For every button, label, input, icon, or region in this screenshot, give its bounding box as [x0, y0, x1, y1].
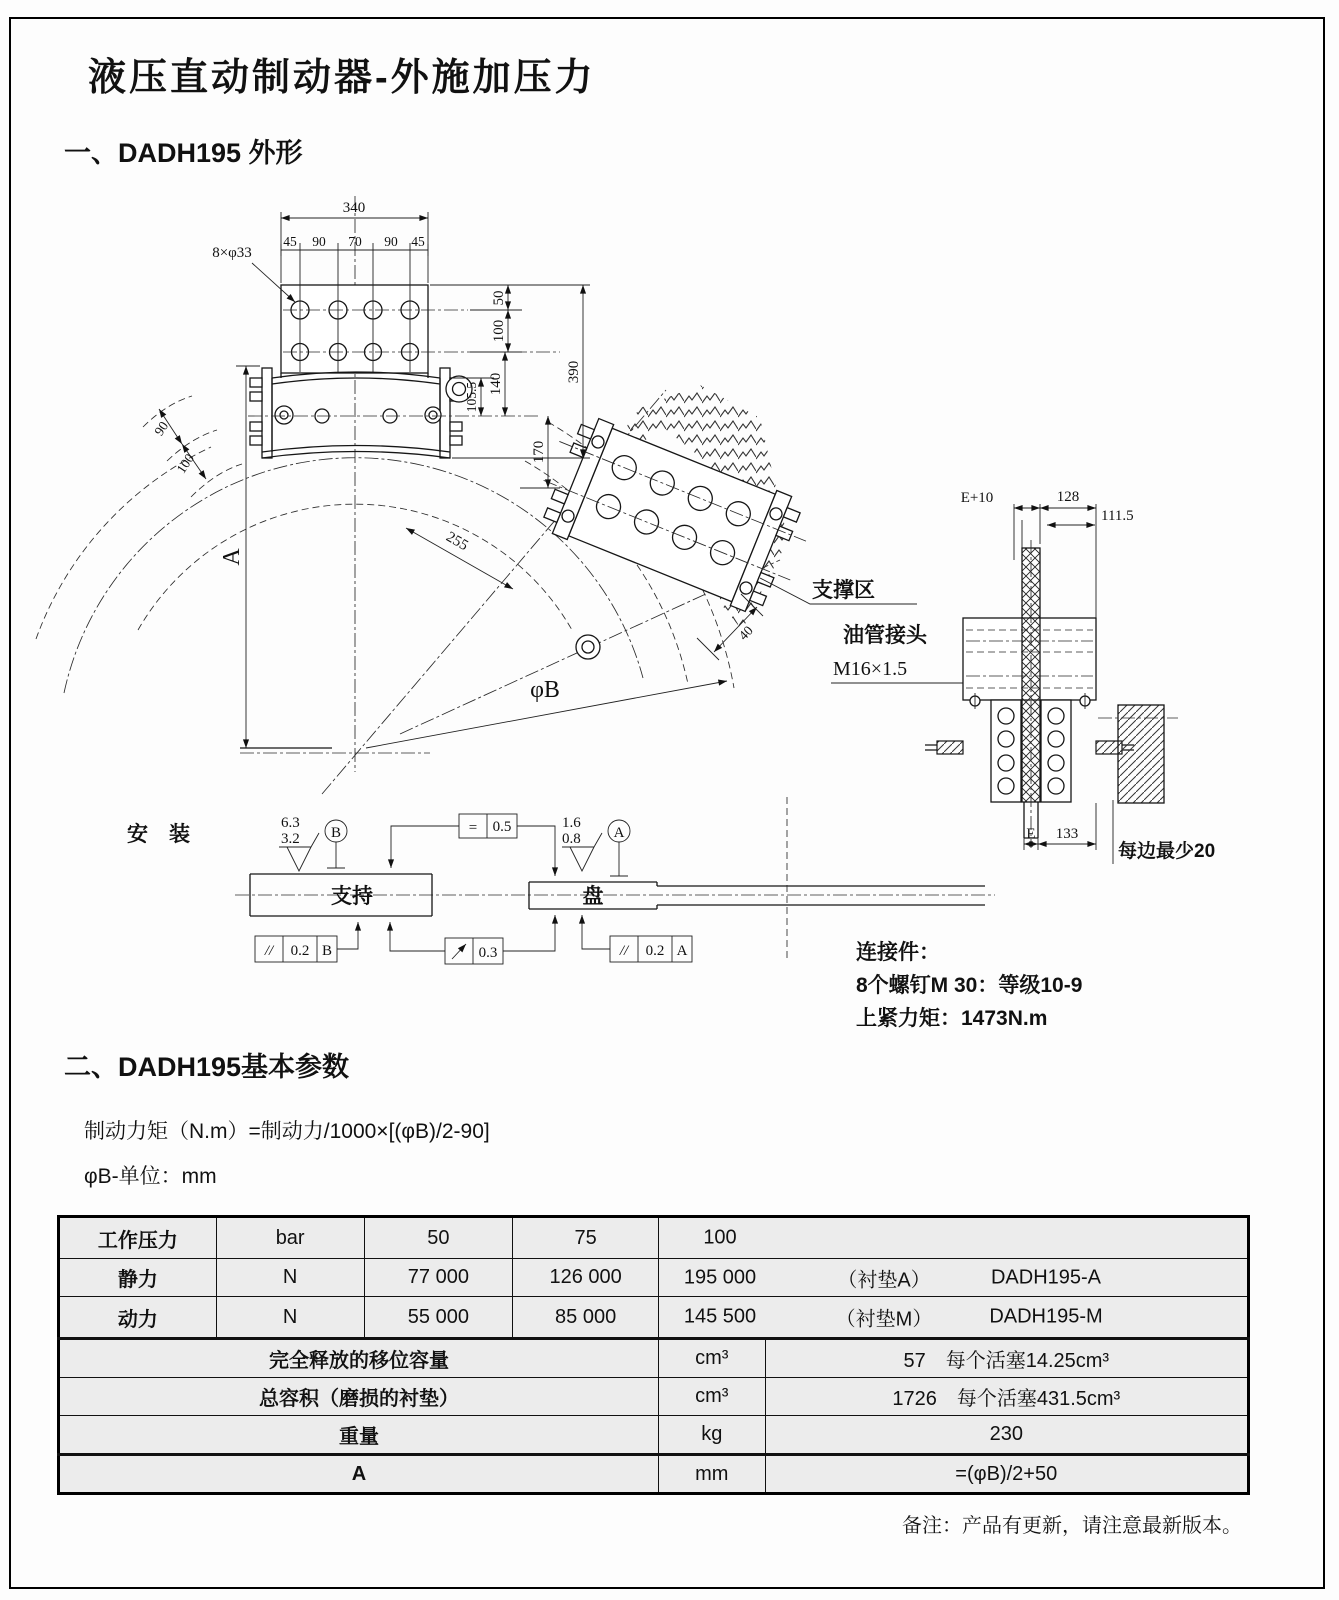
- unit-cell: N: [216, 1297, 364, 1339]
- connection-notes: [856, 936, 1082, 1035]
- row-label: 静力: [59, 1259, 217, 1297]
- table-row-pressure: [59, 1217, 1249, 1259]
- side-view: [925, 540, 1178, 848]
- install-label: 安 装: [127, 823, 190, 846]
- roughness-1-6: 1.6: [562, 815, 581, 831]
- unit-cell: cm³: [659, 1339, 766, 1378]
- roughness-3-2: 3.2: [281, 831, 300, 847]
- dim-45-right: 45: [411, 234, 425, 249]
- unit-cell: N: [216, 1259, 364, 1297]
- static-50: 77 000: [364, 1259, 513, 1297]
- dimension-a-value: =(φB)/2+50: [765, 1455, 1248, 1494]
- oil-joint-thread: M16×1.5: [833, 658, 908, 680]
- pad-type-a: （衬垫A）: [837, 1269, 931, 1291]
- parallel1-symbol: //: [264, 943, 274, 959]
- dim-phi-b: φB: [530, 677, 560, 703]
- disc-label: 盘: [582, 885, 604, 908]
- section1-heading: 一、DADH195 外形: [64, 138, 303, 168]
- formula-unit: φB-单位：mm: [84, 1165, 217, 1188]
- row-label: 总容积（磨损的衬垫）: [59, 1378, 659, 1416]
- value-100bar-cell: [659, 1217, 1249, 1259]
- static-100-cell: [659, 1259, 1249, 1297]
- shaft-support-label: 支持: [331, 885, 373, 908]
- section2-heading: 二、DADH195基本参数: [64, 1052, 350, 1082]
- symmetry-symbol: =: [468, 820, 478, 836]
- table-row-static-force: [59, 1259, 1249, 1297]
- dim-111-5: 111.5: [1101, 508, 1134, 524]
- pad-type-m: （衬垫M）: [835, 1308, 933, 1331]
- page-title: 液压直动制动器-外施加压力: [88, 57, 596, 99]
- dim-105-5: 105.5: [464, 381, 479, 413]
- row-label: 动力: [59, 1297, 217, 1339]
- dim-50: 50: [491, 290, 507, 306]
- dim-radial-100: 100: [173, 450, 198, 477]
- dim-70: 70: [348, 234, 362, 249]
- table-row-dynamic-force: [59, 1297, 1249, 1339]
- front-view-caliper: [248, 243, 560, 458]
- dim-40: 40: [735, 622, 756, 643]
- dynamic-100: 145 500: [683, 1305, 757, 1328]
- table-row-total-volume: [59, 1378, 1249, 1416]
- parameters-table: [57, 1215, 1250, 1495]
- unit-cell: kg: [659, 1416, 766, 1455]
- value-75bar: 75: [513, 1217, 659, 1259]
- connection-title: 连接件：: [856, 941, 940, 964]
- dim-e: E: [1026, 826, 1036, 842]
- dim-100: 100: [491, 319, 507, 343]
- parallel2-symbol: //: [619, 943, 629, 959]
- roughness-0-8: 0.8: [562, 831, 581, 847]
- table-row-displacement: [59, 1339, 1249, 1378]
- rotated-caliper: [526, 408, 819, 623]
- table-row-dimension-a: [59, 1455, 1249, 1494]
- dim-128: 128: [1056, 489, 1080, 505]
- dim-45-left: 45: [283, 234, 297, 249]
- dim-390: 390: [566, 360, 582, 384]
- rotated-caliper-eye: [576, 635, 600, 659]
- dim-radial-90: 90: [151, 418, 172, 439]
- table-row-weight: [59, 1416, 1249, 1455]
- dim-255: 255: [443, 528, 471, 555]
- volume-value: 1726 每个活塞431.5cm³: [765, 1378, 1248, 1416]
- dim-90-right: 90: [384, 234, 398, 249]
- row-label: 重量: [59, 1416, 659, 1455]
- roughness-6-3: 6.3: [281, 815, 300, 831]
- row-label: 完全释放的移位容量: [59, 1339, 659, 1378]
- dynamic-75: 85 000: [513, 1297, 659, 1339]
- dynamic-100-cell: [659, 1297, 1249, 1339]
- support-area-label: 支撑区: [812, 579, 875, 602]
- dim-133: 133: [1055, 826, 1079, 842]
- unit-cell: bar: [216, 1217, 364, 1259]
- parallel1-value: 0.2: [290, 943, 310, 959]
- model-a: DADH195-A: [990, 1266, 1102, 1288]
- holes-callout: 8×φ33: [212, 245, 252, 261]
- unit-cell: cm³: [659, 1378, 766, 1416]
- parallel1-datum: B: [321, 943, 333, 959]
- unit-cell: mm: [659, 1455, 766, 1494]
- dim-e-plus-10: E+10: [960, 490, 994, 506]
- static-100: 195 000: [683, 1266, 757, 1288]
- oil-joint-label: 油管接头: [843, 624, 927, 647]
- static-75: 126 000: [513, 1259, 659, 1297]
- datum-a-symbol: A: [613, 825, 625, 841]
- parallel2-value: 0.2: [645, 943, 665, 959]
- dim-340: 340: [342, 200, 366, 216]
- runout-value: 0.3: [478, 945, 498, 961]
- symmetry-value: 0.5: [492, 819, 512, 835]
- displacement-value: 57 每个活塞14.25cm³: [765, 1339, 1248, 1378]
- dynamic-50: 55 000: [364, 1297, 513, 1339]
- connection-bolts: 8个螺钉M 30：等级10-9: [856, 974, 1083, 997]
- row-label: A: [59, 1455, 659, 1494]
- min-edge-label: 每边最少20: [1118, 841, 1216, 862]
- model-m: DADH195-M: [989, 1305, 1103, 1328]
- value-50bar: 50: [364, 1217, 513, 1259]
- torque-formula: 制动力矩（N.m）=制动力/1000×[(φB)/2-90]: [84, 1120, 490, 1143]
- datum-b-symbol: B: [330, 825, 342, 841]
- footer-note: 备注：产品有更新，请注意最新版本。: [902, 1515, 1242, 1537]
- value-100bar: 100: [703, 1226, 737, 1249]
- dim-A: A: [219, 548, 245, 566]
- parallel2-datum: A: [676, 943, 688, 959]
- row-label: 工作压力: [59, 1217, 217, 1259]
- dim-170: 170: [531, 440, 547, 464]
- dim-140: 140: [488, 372, 504, 396]
- dim-90-left: 90: [312, 234, 326, 249]
- weight-value: 230: [765, 1416, 1248, 1455]
- connection-torque: 上紧力矩：1473N.m: [856, 1007, 1048, 1030]
